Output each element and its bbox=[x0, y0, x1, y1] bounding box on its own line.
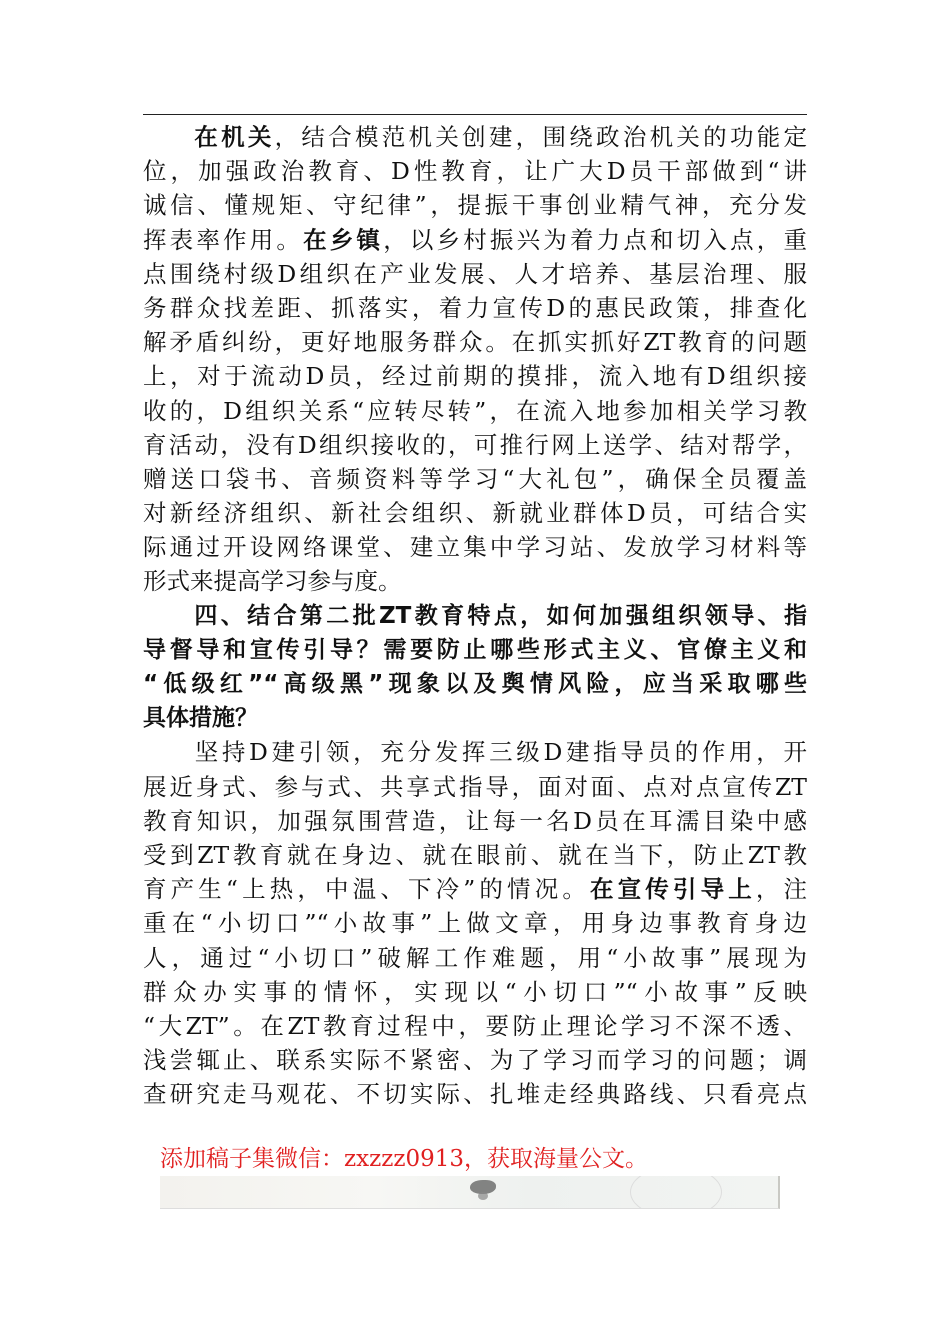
bold-lead-phrase: 在乡镇 bbox=[303, 225, 384, 254]
paragraph-line bbox=[143, 872, 807, 906]
text-run: 具体措施？ bbox=[143, 705, 258, 732]
text-run: 诚信、懂规矩、守纪律”，提振干事创业精气神，充分发 bbox=[143, 191, 807, 220]
text-run: 上，对于流动D员，经过前期的摸排，流入地有D组织接 bbox=[143, 362, 807, 391]
text-run: 查研究走马观花、不切实际、扎堆走经典路线、只看亮点 bbox=[143, 1080, 807, 1109]
paragraph-line bbox=[143, 1009, 807, 1043]
paragraph-line bbox=[143, 838, 807, 872]
paragraph-line bbox=[143, 975, 807, 1009]
paragraph-line bbox=[143, 394, 807, 428]
paragraph-line bbox=[143, 428, 807, 462]
bold-lead-phrase: 在宣传引导上 bbox=[590, 875, 756, 904]
text-run: 赠送口袋书、音频资料等学习“大礼包”，确保全员覆盖 bbox=[143, 464, 807, 493]
text-run: 教育知识，加强氛围营造，让每一名D员在耳濡目染中感 bbox=[143, 806, 807, 835]
paragraph-line bbox=[143, 906, 807, 940]
text-run: 挥表率作用。 bbox=[143, 225, 304, 254]
paragraph-line bbox=[143, 291, 807, 325]
paragraph-line bbox=[143, 941, 807, 975]
wechat-promo-note: 添加稿子集微信：zxzzz0913，获取海量公文。 bbox=[160, 1146, 648, 1172]
text-run: 对新经济组织、新社会组织、新就业群体D员，可结合实 bbox=[143, 499, 807, 528]
paragraph-line bbox=[143, 496, 807, 530]
decorative-curve bbox=[630, 1176, 722, 1209]
header-rule bbox=[143, 114, 807, 115]
text-run: 收的，D组织关系“应转尽转”，在流入地参加相关学习教 bbox=[143, 396, 807, 425]
text-run: 群众办实事的情怀，实现以“小切口”“小故事”反映 bbox=[143, 977, 807, 1006]
paragraph-line bbox=[143, 120, 807, 154]
paragraph-line bbox=[143, 325, 807, 359]
text-run: 际通过开设网络课堂、建立集中学习站、发放学习材料等 bbox=[143, 533, 807, 562]
text-run: 四、结合第二批ZT教育特点，如何加强组织领导、指 bbox=[191, 602, 807, 629]
text-run: ，结合模范机关创建，围绕政治机关的功能定 bbox=[274, 123, 808, 151]
paragraph-line bbox=[143, 530, 807, 564]
text-run: 浅尝辄止、联系实际不紧密、为了学习而学习的问题；调 bbox=[143, 1046, 807, 1075]
text-run: ，以乡村振兴为着力点和切入点，重 bbox=[383, 225, 807, 254]
paragraph-line bbox=[143, 359, 807, 393]
bold-lead-phrase: 在机关 bbox=[191, 123, 275, 151]
paragraph-line bbox=[143, 154, 807, 188]
text-run: 重在“小切口”“小故事”上做文章，用身边事教育身边 bbox=[143, 909, 807, 938]
paragraph-line bbox=[143, 223, 807, 257]
paragraph-line bbox=[143, 188, 807, 222]
bird-figure-shadow bbox=[478, 1192, 488, 1200]
text-run: “大ZT”。在ZT教育过程中，要防止理论学习不深不透、 bbox=[143, 1011, 807, 1040]
paragraph-line bbox=[143, 462, 807, 496]
text-run: 人，通过“小切口”破解工作难题，用“小故事”展现为 bbox=[143, 943, 807, 972]
text-run: 务群众找差距、抓落实，着力宣传D的惠民政策，排查化 bbox=[143, 293, 807, 322]
text-run: 点围绕村级D组织在产业发展、人才培养、基层治理、服 bbox=[143, 259, 807, 288]
text-run: 位，加强政治教育、D性教育，让广大D员干部做到“讲 bbox=[143, 157, 807, 186]
text-run: ，注 bbox=[755, 875, 808, 904]
footer-image-strip bbox=[160, 1176, 780, 1209]
question-heading-line bbox=[143, 633, 807, 667]
paragraph-line bbox=[143, 770, 807, 804]
text-run: “低级红”“高级黑”现象以及舆情风险，应当采取哪些 bbox=[143, 671, 807, 697]
text-run: 形式来提高学习参与度。 bbox=[143, 567, 402, 596]
text-run: 育产生“上热，中温、下冷”的情况。 bbox=[143, 875, 590, 904]
text-run: 坚持D建引领，充分发挥三级D建指导员的作用，开 bbox=[191, 738, 807, 767]
text-run: 展近身式、参与式、共享式指导，面对面、点对点宣传ZT bbox=[143, 772, 807, 801]
paragraph-line bbox=[143, 804, 807, 838]
text-run: 导督导和宣传引导？需要防止哪些形式主义、官僚主义和 bbox=[143, 636, 807, 663]
document-body bbox=[143, 120, 807, 1111]
question-heading-line bbox=[143, 667, 807, 701]
text-run: 解矛盾纠纷，更好地服务群众。在抓实抓好ZT教育的问题 bbox=[143, 328, 807, 357]
question-heading-line bbox=[143, 599, 807, 633]
paragraph-line bbox=[143, 257, 807, 291]
paragraph-line bbox=[143, 735, 807, 769]
question-heading-line bbox=[143, 701, 807, 735]
paragraph-line bbox=[143, 564, 807, 598]
text-run: 育活动，没有D组织接收的，可推行网上送学、结对帮学， bbox=[143, 430, 807, 459]
paragraph-line bbox=[143, 1077, 807, 1111]
paragraph-line bbox=[143, 1043, 807, 1077]
text-run: 受到ZT教育就在身边、就在眼前、就在当下，防止ZT教 bbox=[143, 840, 807, 869]
